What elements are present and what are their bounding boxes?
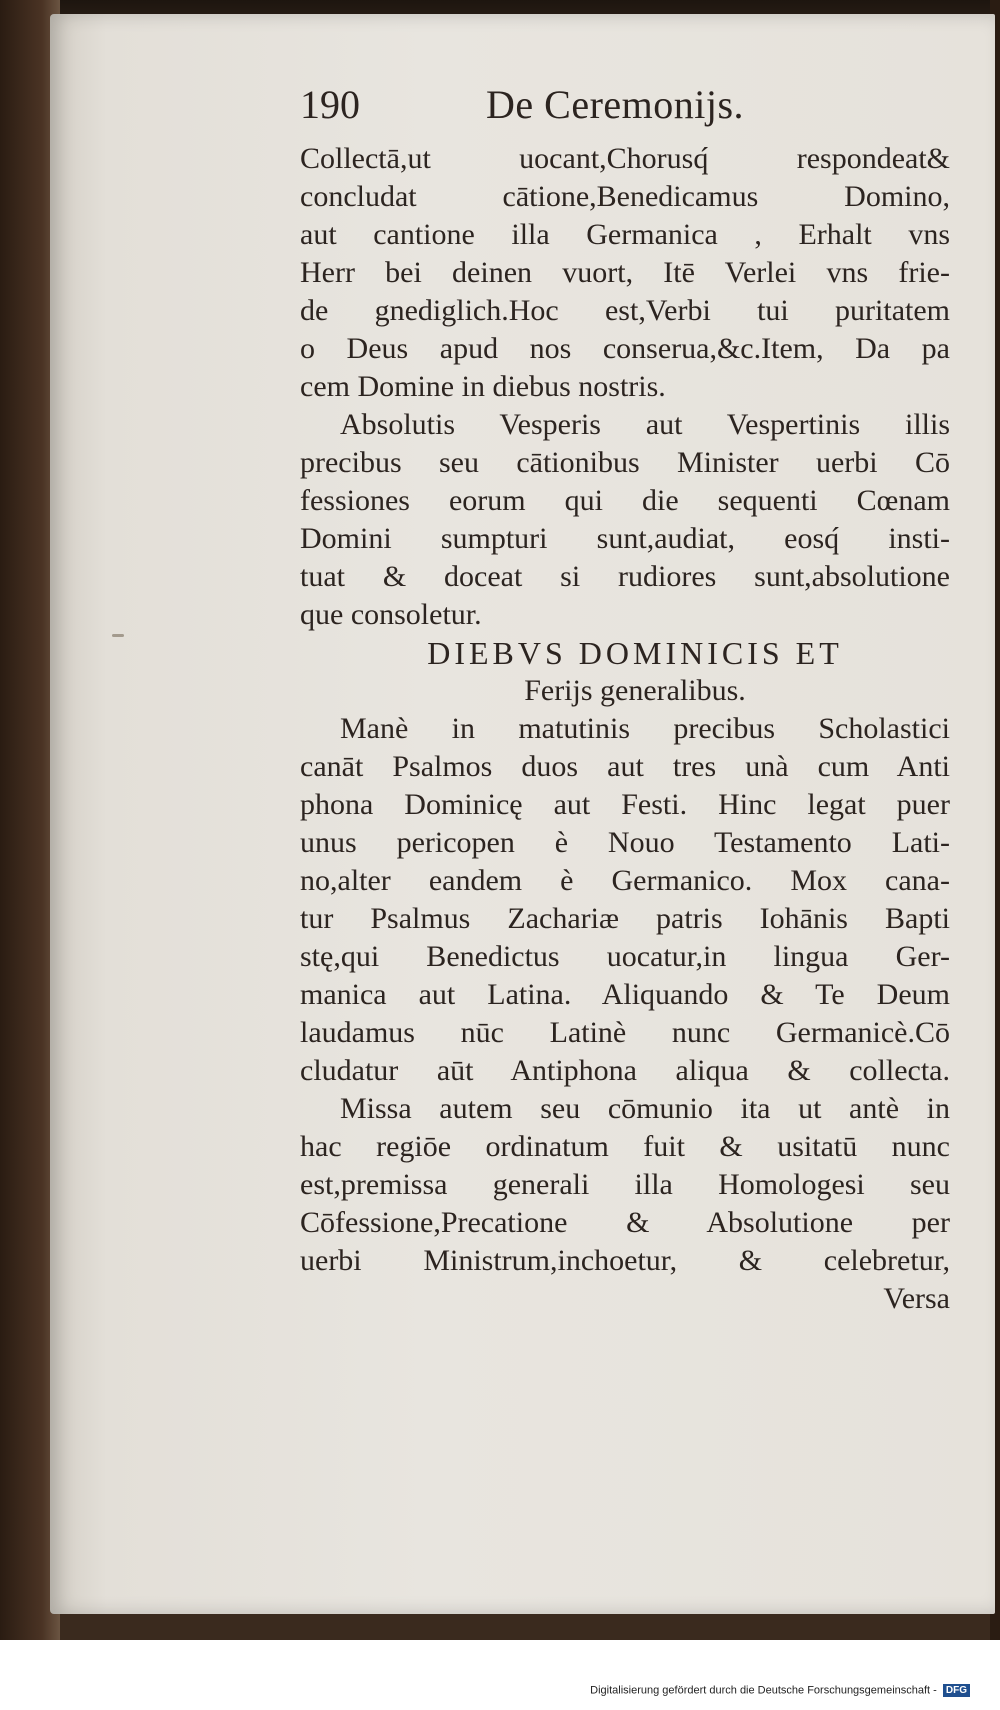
text-line: phona Dominicę aut Festi. Hinc legat puer bbox=[300, 788, 950, 821]
text-line: hac regiōe ordinatum fuit & usitatū nunc bbox=[300, 1130, 950, 1163]
footer-credit bbox=[590, 1684, 970, 1697]
dfg-logo: DFG bbox=[943, 1684, 970, 1697]
text-line: DIEBVS DOMINICIS ET bbox=[427, 635, 843, 671]
text-line: Collectā,ut uocant,Chorusq́ respondeat& bbox=[300, 142, 950, 175]
running-head bbox=[300, 70, 950, 140]
running-title: De Ceremonijs. bbox=[486, 82, 745, 127]
text-line: unus pericopen è Nouo Testamento Lati- bbox=[300, 826, 950, 859]
text-line: fessiones eorum qui die sequenti Cœnam bbox=[300, 484, 950, 517]
text-line: manica aut Latina. Aliquando & Te Deum bbox=[300, 978, 950, 1011]
text-line: tuat & doceat si rudiores sunt,absolutione bbox=[300, 560, 950, 593]
text-line: cem Domine in diebus nostris. bbox=[300, 370, 666, 403]
text-line: aut cantione illa Germanica , Erhalt vns bbox=[300, 218, 950, 251]
page-number: 190 bbox=[300, 82, 360, 127]
text-line: Versa bbox=[883, 1282, 950, 1315]
text-line: que consoletur. bbox=[300, 598, 482, 631]
text-line: uerbi Ministrum,inchoetur, & celebretur, bbox=[300, 1244, 950, 1277]
text-line: Herr bei deinen vuort, Itē Verlei vns frie- bbox=[300, 256, 950, 289]
text-line: laudamus nūc Latinè nunc Germanicè.Cō bbox=[300, 1016, 950, 1049]
text-line: stę,qui Benedictus uocatur,in lingua Ger- bbox=[300, 940, 950, 973]
footer-credit-text: Digitalisierung gefördert durch die Deutsche Forschungsgemeinschaft - bbox=[590, 1684, 937, 1697]
text-line: de gnediglich.Hoc est,Verbi tui puritatem bbox=[300, 294, 950, 327]
text-line: Ferijs generalibus. bbox=[524, 674, 746, 707]
text-line: Domini sumpturi sunt,audiat, eosq́ insti- bbox=[300, 522, 950, 555]
text-line: Manè in matutinis precibus Scholastici bbox=[340, 712, 950, 745]
body-text bbox=[300, 140, 950, 1318]
text-block bbox=[300, 70, 950, 1318]
text-line: cludatur aūt Antiphona aliqua & collecta. bbox=[300, 1054, 950, 1087]
text-line: Missa autem seu cōmunio ita ut antè in bbox=[340, 1092, 950, 1125]
text-line: est,premissa generali illa Homologesi seu bbox=[300, 1168, 950, 1201]
text-line: Cōfessione,Precatione & Absolutione per bbox=[300, 1206, 950, 1239]
text-line: no,alter eandem è Germanico. Mox cana- bbox=[300, 864, 950, 897]
text-line: precibus seu cātionibus Minister uerbi Cō bbox=[300, 446, 950, 479]
text-line: concludat cātione,Benedicamus Domino, bbox=[300, 180, 950, 213]
text-line: o Deus apud nos conserua,&c.Item, Da pa bbox=[300, 332, 950, 365]
text-line: canāt Psalmos duos aut tres unà cum Anti bbox=[300, 750, 950, 783]
text-line: tur Psalmus Zachariæ patris Iohānis Bapti bbox=[300, 902, 950, 935]
text-line: Absolutis Vesperis aut Vespertinis illis bbox=[340, 408, 950, 441]
digitization-footer bbox=[0, 1640, 1000, 1710]
page-mark bbox=[112, 634, 124, 637]
